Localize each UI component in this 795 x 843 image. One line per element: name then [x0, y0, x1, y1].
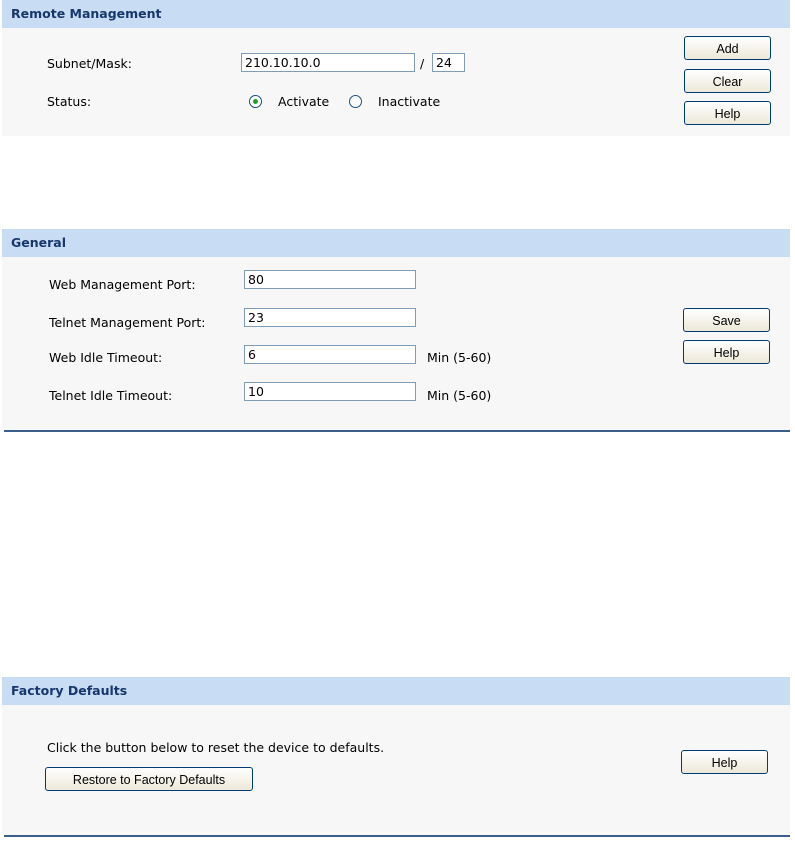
web-idle-label: Web Idle Timeout: [49, 350, 163, 365]
telnet-idle-label: Telnet Idle Timeout: [49, 388, 173, 403]
subnet-slash: / [420, 56, 425, 71]
add-button[interactable]: Add [684, 36, 771, 60]
general-help-button[interactable]: Help [683, 340, 770, 364]
factory-divider [4, 835, 790, 837]
web-idle-input[interactable] [244, 345, 416, 364]
telnet-idle-input[interactable] [244, 382, 416, 401]
factory-help-button[interactable]: Help [681, 750, 768, 774]
restore-defaults-button[interactable]: Restore to Factory Defaults [45, 767, 253, 791]
activate-label[interactable]: Activate [278, 94, 330, 109]
subnet-input[interactable] [241, 53, 415, 72]
web-port-label: Web Management Port: [49, 277, 196, 292]
save-button[interactable]: Save [683, 308, 770, 332]
telnet-idle-unit: Min (5-60) [427, 388, 492, 403]
status-label: Status: [47, 94, 92, 109]
factory-defaults-header: Factory Defaults [2, 677, 790, 705]
inactivate-label[interactable]: Inactivate [378, 94, 441, 109]
clear-button[interactable]: Clear [684, 69, 771, 93]
subnet-mask-label: Subnet/Mask: [47, 56, 132, 71]
factory-description: Click the button below to reset the device to defaults. [47, 740, 385, 755]
web-port-input[interactable] [244, 270, 416, 289]
remote-management-panel [2, 28, 790, 136]
inactivate-radio[interactable] [349, 95, 362, 108]
general-header: General [2, 229, 790, 257]
web-idle-unit: Min (5-60) [427, 350, 492, 365]
general-divider [4, 430, 790, 432]
activate-radio[interactable] [249, 95, 262, 108]
remote-management-header: Remote Management [2, 0, 790, 28]
remote-help-button[interactable]: Help [684, 101, 771, 125]
telnet-port-input[interactable] [244, 308, 416, 327]
mask-input[interactable] [432, 53, 465, 72]
radio-selected-dot [253, 99, 258, 104]
telnet-port-label: Telnet Management Port: [49, 315, 206, 330]
